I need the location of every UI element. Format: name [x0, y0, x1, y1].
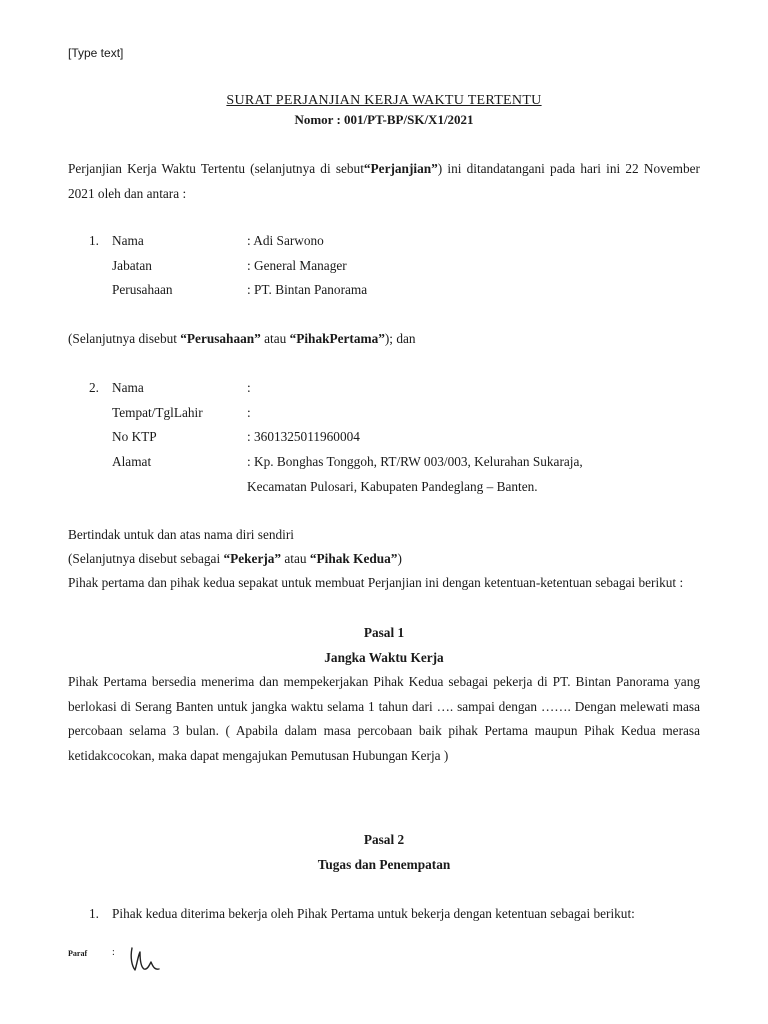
party1-label-nama: Nama: [112, 233, 144, 248]
document-number: Nomor : 001/PT-BP/SK/X1/2021: [294, 112, 474, 127]
pasal1-text: Pihak Pertama bersedia menerima dan mempekerjakan Pihak Kedua sebagai pekerja di PT. Bintan Panorama yang berlokasi di Serang Banten untuk jangka waktu selama 1 tahun dari …. sampai dengan ……. Dengan melewati masa percobaan selama 3 bulan. ( Apabila dalam masa percobaan baik pihak Pertama maupun Pihak Kedua merasa ketidakcocokan, maka dapat mengajukan Pemutusan Hubungan Kerja ): [68, 674, 700, 763]
party2-value-ttl: :: [247, 405, 251, 420]
acting-statement: Bertindak untuk dan atas nama diri sendiri: [68, 527, 294, 542]
party1-value-perusahaan: : PT. Bintan Panorama: [247, 282, 368, 297]
party2-note-text-1: (Selanjutnya disebut sebagai: [68, 551, 224, 566]
pasal2-item-text: Pihak kedua diterima bekerja oleh Pihak Pertama untuk bekerja dengan ketentuan sebagai berikut:: [112, 906, 635, 921]
party1-note-bold-1: “Perusahaan”: [180, 331, 261, 346]
party2-address-continued: Kecamatan Pulosari, Kabupaten Pandeglang – Banten.: [247, 479, 538, 494]
pasal2-subtitle: Tugas dan Penempatan: [317, 857, 451, 872]
party1-label-perusahaan: Perusahaan: [112, 282, 173, 297]
party2-note-bold-1: “Pekerja”: [223, 551, 282, 566]
party1-note-text-1: (Selanjutnya disebut: [68, 331, 181, 346]
party1-label-jabatan: Jabatan: [112, 258, 152, 273]
party1-value-nama: : Adi Sarwono: [247, 233, 324, 248]
party2-number: 2.: [89, 380, 99, 395]
party2-value-nama: :: [247, 380, 251, 395]
party1-note: [68, 331, 416, 347]
party2-label-ktp: No KTP: [112, 429, 157, 444]
party2-value-ktp: : 3601325011960004: [247, 429, 360, 444]
signature-icon: [126, 940, 166, 974]
document-title: SURAT PERJANJIAN KERJA WAKTU TERTENTU: [226, 93, 542, 108]
party2-note-text-3: ): [397, 551, 402, 566]
party2-note: [68, 551, 402, 567]
party1-number: 1.: [89, 233, 99, 248]
party1-note-text-3: ); dan: [384, 331, 416, 346]
intro-text-1: Perjanjian Kerja Waktu Tertentu (selanjutnya di sebut: [68, 161, 364, 176]
party2-label-alamat: Alamat: [112, 454, 152, 469]
party2-note-bold-2: “Pihak Kedua”: [309, 551, 398, 566]
agreement-paragraph: Pihak pertama dan pihak kedua sepakat untuk membuat Perjanjian ini dengan ketentuan-ketentuan sebagai berikut :: [68, 575, 684, 590]
party2-label-nama: Nama: [112, 380, 144, 395]
party1-note-text-2: atau: [260, 331, 290, 346]
pasal2-item-number: 1.: [89, 906, 99, 921]
party1-note-bold-2: “PihakPertama”: [289, 331, 385, 346]
intro-bold-term: “Perjanjian”: [363, 161, 438, 176]
party2-note-text-2: atau: [281, 551, 310, 566]
page-header: [Type text]: [68, 46, 124, 60]
intro-text-2: ) ini ditandatangani pada hari ini 22 November 2021 oleh dan antara :: [68, 161, 700, 201]
pasal1-title: Pasal 1: [363, 625, 405, 640]
party2-label-ttl: Tempat/TglLahir: [112, 405, 203, 420]
pasal1-subtitle: Jangka Waktu Kerja: [324, 650, 444, 665]
paraf-colon: :: [112, 947, 115, 958]
pasal2-title: Pasal 2: [363, 832, 405, 847]
paraf-label: Paraf: [68, 949, 88, 958]
party1-value-jabatan: : General Manager: [247, 258, 347, 273]
intro-paragraph: [68, 157, 700, 206]
party2-value-alamat: : Kp. Bonghas Tonggoh, RT/RW 003/003, Kelurahan Sukaraja,: [247, 454, 583, 469]
